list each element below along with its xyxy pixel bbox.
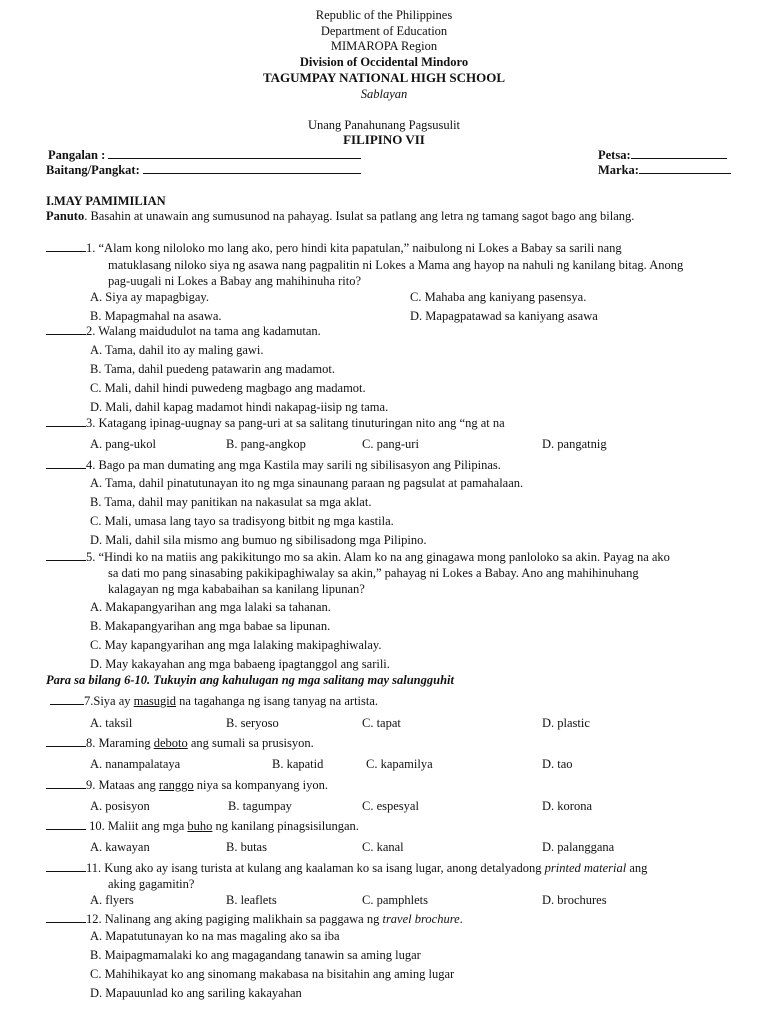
header-school: TAGUMPAY NATIONAL HIGH SCHOOL (262, 70, 506, 85)
choice-a: A. Makapangyarihan ang mga lalaki sa tahanan. (90, 600, 331, 614)
choice-d: D. plastic (542, 716, 590, 730)
answer-blank[interactable] (46, 818, 86, 830)
answer-blank[interactable] (46, 735, 86, 747)
choice-b: B. seryoso (226, 716, 279, 730)
marka-field (598, 162, 731, 178)
question-text: 7.Siya ay (84, 694, 134, 708)
choice-c: C. pamphlets (362, 893, 428, 907)
panuto (46, 208, 634, 224)
header-division: Division of Occidental Mindoro (299, 55, 469, 69)
choice-b: B. Tama, dahil may panitikan na nakasulat sa mga aklat. (90, 495, 372, 509)
choice-c: C. espesyal (362, 799, 419, 813)
question-text: 4. Bago pa man dumating ang mga Kastila may sarili ng sibilisasyon ang Pilipinas. (86, 458, 501, 472)
choice-a: A. flyers (90, 893, 134, 907)
question-text: 12. Nalinang ang aking pagiging malikhain sa paggawa ng (86, 912, 383, 926)
question-text: 9. Mataas ang (86, 778, 159, 792)
choice-d: D. tao (542, 757, 573, 771)
answer-blank[interactable] (46, 415, 86, 427)
choice-b: B. tagumpay (228, 799, 292, 813)
choice-c: C. pang-uri (362, 437, 419, 451)
question-9 (46, 777, 328, 793)
question-text: 8. Maraming (86, 736, 154, 750)
answer-blank[interactable] (46, 323, 86, 335)
para-instruction: Para sa bilang 6-10. Tukuyin ang kahulugan ng mga salitang may salungguhit (46, 673, 454, 687)
question-10 (46, 818, 359, 834)
petsa-blank[interactable] (631, 147, 727, 159)
choice-a: A. kawayan (90, 840, 150, 854)
choice-c: C. Mahaba ang kaniyang pasensya. (410, 290, 587, 304)
question-5-line-3: kalagayan ng mga kababaihan sa kanilang lipunan? (108, 582, 365, 596)
choice-c: C. Mahihikayat ko ang sinomang makabasa na bisitahin ang aming lugar (90, 967, 455, 981)
question-8 (46, 735, 314, 751)
choice-d: D. korona (542, 799, 592, 813)
baitang-label: Baitang/Pangkat: (46, 163, 140, 177)
question-text: niya sa kompanyang iyon. (193, 778, 328, 792)
question-text: 5. “Hindi ko na matiis ang pakikitungo mo sa akin. Alam ko na ang ginagawa mong panloloko sa akin. Payag na ako (86, 550, 670, 564)
answer-blank[interactable] (46, 777, 86, 789)
choice-b: B. Makapangyarihan ang mga babae sa lipunan. (90, 619, 331, 633)
marka-blank[interactable] (639, 162, 731, 174)
choice-d: D. Mapauunlad ko ang sariling kakayahan (90, 986, 302, 1000)
italic-term: printed material (544, 861, 627, 875)
panuto-text: . Basahin at unawain ang sumusunod na pahayag. Isulat sa patlang ang letra ng tamang sagot bago ang bilang. (84, 209, 635, 223)
choice-a: A. Tama, dahil ito ay maling gawi. (90, 343, 264, 357)
question-text: 11. Kung ako ay isang turista at kulang ang kaalaman ko sa isang lugar, anong detalyadong (86, 861, 545, 875)
choice-c: C. tapat (362, 716, 401, 730)
question-text: 1. “Alam kong niloloko mo lang ako, pero hindi kita papatulan,” naibulong ni Lokes a Babay sa sarili nang (86, 241, 622, 255)
answer-blank[interactable] (46, 457, 86, 469)
question-1 (46, 240, 622, 256)
choice-c: C. kanal (362, 840, 404, 854)
question-1-line-3: pag-uugali ni Lokes a Babay ang mahihinuha rito? (108, 274, 362, 288)
italic-term: travel brochure (382, 912, 460, 926)
question-11-line-2: aking gagamitin? (108, 877, 195, 891)
answer-blank[interactable] (46, 860, 86, 872)
question-5-line-2: sa dati mo pang sinasabing pakikipaghiwalay sa akin,” pahayag ni Lokes a Babay. Ano ang mahihinuhang (108, 566, 639, 580)
panuto-label: Panuto (46, 209, 85, 223)
header-republic: Republic of the Philippines (315, 8, 453, 22)
answer-blank[interactable] (46, 549, 86, 561)
choice-b: B. kapatid (272, 757, 324, 771)
choice-d: D. pangatnig (542, 437, 607, 451)
underlined-word: deboto (153, 736, 188, 750)
choice-a: A. Tama, dahil pinatutunayan ito ng mga sinaunang paraan ng pagsulat at pamahalaan. (90, 476, 524, 490)
choice-a: A. Mapatutunayan ko na mas magaling ako sa iba (90, 929, 340, 943)
question-text: ng kanilang pinagsisilungan. (212, 819, 359, 833)
question-text: ang sumali sa prusisyon. (187, 736, 314, 750)
petsa-field (598, 147, 727, 163)
subject-title: FILIPINO VII (343, 132, 425, 147)
underlined-word: ranggo (158, 778, 194, 792)
exam-title: Unang Panahunang Pagsusulit (307, 118, 461, 132)
baitang-field (46, 162, 361, 178)
choice-c: C. Mali, dahil hindi puwedeng magbago ang madamot. (90, 381, 366, 395)
question-text: 3. Katagang ipinag-uugnay sa pang-uri at sa salitang tinuturingan nito ang “ng at na (86, 416, 505, 430)
choice-c: C. Mali, umasa lang tayo sa tradisyong bitbit ng mga kastila. (90, 514, 394, 528)
marka-label: Marka: (598, 163, 639, 177)
question-12 (46, 911, 463, 927)
question-7 (50, 693, 378, 709)
section-title: I.MAY PAMIMILIAN (46, 194, 166, 208)
question-text: na tagahanga ng isang tanyag na artista. (176, 694, 379, 708)
question-1-line-2: matuklasang niloko siya ng asawa nang pagpalitin ni Lokes a Mama ang hayop na nahuli ng kanilang bitag. Anong (108, 258, 684, 272)
choice-a: A. taksil (90, 716, 133, 730)
baitang-blank[interactable] (143, 162, 361, 174)
question-text: . (459, 912, 463, 926)
underlined-word: masugid (133, 694, 177, 708)
petsa-label: Petsa: (598, 148, 631, 162)
choice-b: B. butas (226, 840, 267, 854)
question-text: 10. Maliit ang mga (86, 819, 188, 833)
pangalan-field (48, 147, 361, 163)
question-4 (46, 457, 501, 473)
question-3 (46, 415, 505, 431)
choice-d: D. Mali, dahil kapag madamot hindi nakapag-iisip ng tama. (90, 400, 389, 414)
choice-d: D. palanggana (542, 840, 615, 854)
header-department: Department of Education (320, 24, 448, 38)
question-2 (46, 323, 321, 339)
question-text: ang (626, 861, 648, 875)
choice-a: A. pang-ukol (90, 437, 156, 451)
underlined-word: buho (187, 819, 213, 833)
choice-a: A. posisyon (90, 799, 150, 813)
choice-b: B. Maipagmamalaki ko ang magagandang tanawin sa aming lugar (90, 948, 421, 962)
choice-a: A. nanampalataya (90, 757, 181, 771)
answer-blank[interactable] (50, 693, 84, 705)
choice-b: B. Mapagmahal na asawa. (90, 309, 222, 323)
question-5 (46, 549, 670, 565)
choice-b: B. pang-angkop (226, 437, 306, 451)
choice-a: A. Siya ay mapagbigay. (90, 290, 209, 304)
header-region: MIMAROPA Region (330, 39, 438, 53)
choice-b: B. Tama, dahil puedeng patawarin ang madamot. (90, 362, 336, 376)
choice-c: C. May kapangyarihan ang mga lalaking makipaghiwalay. (90, 638, 382, 652)
choice-c: C. kapamilya (366, 757, 433, 771)
question-11 (46, 860, 647, 876)
choice-d: D. Mapagpatawad sa kaniyang asawa (410, 309, 598, 323)
answer-blank[interactable] (46, 240, 86, 252)
pangalan-blank[interactable] (108, 147, 361, 159)
header-town: Sablayan (360, 87, 408, 101)
choice-b: B. leaflets (226, 893, 277, 907)
choice-d: D. May kakayahan ang mga babaeng ipagtanggol ang sarili. (90, 657, 390, 671)
pangalan-label: Pangalan : (48, 148, 106, 162)
choice-d: D. brochures (542, 893, 607, 907)
answer-blank[interactable] (46, 911, 86, 923)
question-text: 2. Walang maidudulot na tama ang kadamutan. (86, 324, 321, 338)
choice-d: D. Mali, dahil sila mismo ang bumuo ng sibilisadong mga Pilipino. (90, 533, 427, 547)
